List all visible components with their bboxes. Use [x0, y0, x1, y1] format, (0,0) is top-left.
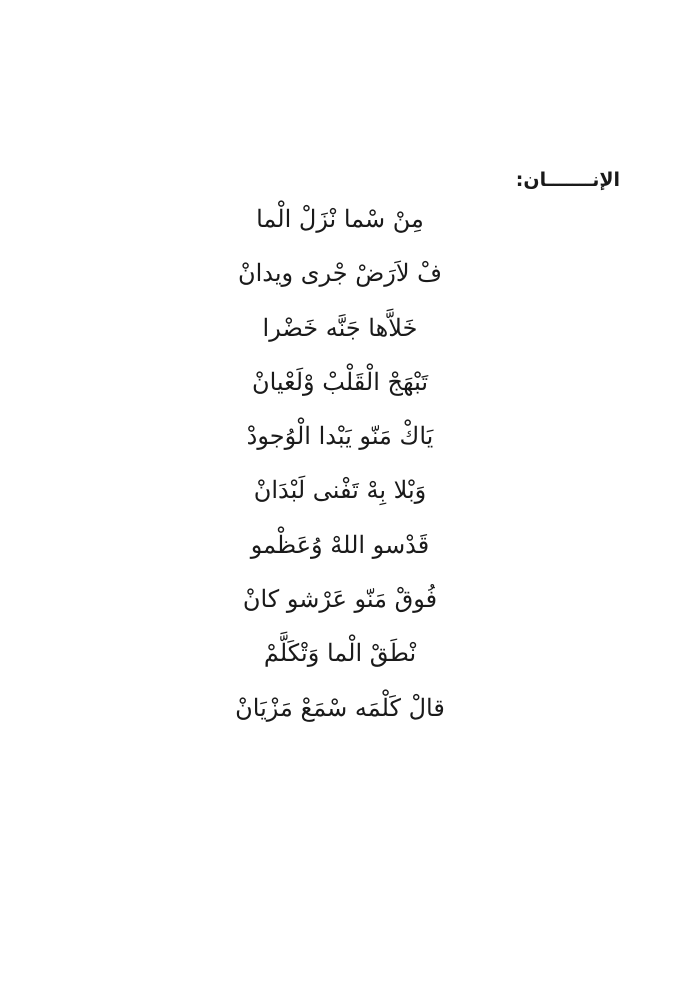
verse-line: وَبْلا بِهْ تَفْنى لَبْدَانْ — [253, 476, 427, 505]
verse-line: قالْ كَلْمَه سْمَعْ مَزْيَانْ — [235, 693, 445, 722]
verse-line: مِنْ سْما نْزَلْ الْما — [256, 205, 424, 233]
verse-line: يَاكْ مَنّو يَبْدا الْوُجودْ — [246, 422, 434, 451]
verse-line: خَلاَّها جَنَّه خَضْرا — [262, 313, 418, 342]
verse-line: فْ لاَرَضْ جْرى ويدانْ — [237, 259, 443, 288]
verse-line: تَبْهَجْ الْقَلْبْ وْلَعْيانْ — [251, 367, 429, 396]
verse-line: نْطَقْ الْما وَتْكَلَّمْ — [263, 639, 417, 668]
verse-line: قَدْسو اللهْ وُعَظْمو — [250, 530, 430, 559]
speaker-label: الإنـــــــان: — [515, 169, 620, 191]
poem-verses — [0, 199, 680, 742]
verse-line: فُوقْ مَنّو عَرْشو كانْ — [242, 585, 438, 614]
